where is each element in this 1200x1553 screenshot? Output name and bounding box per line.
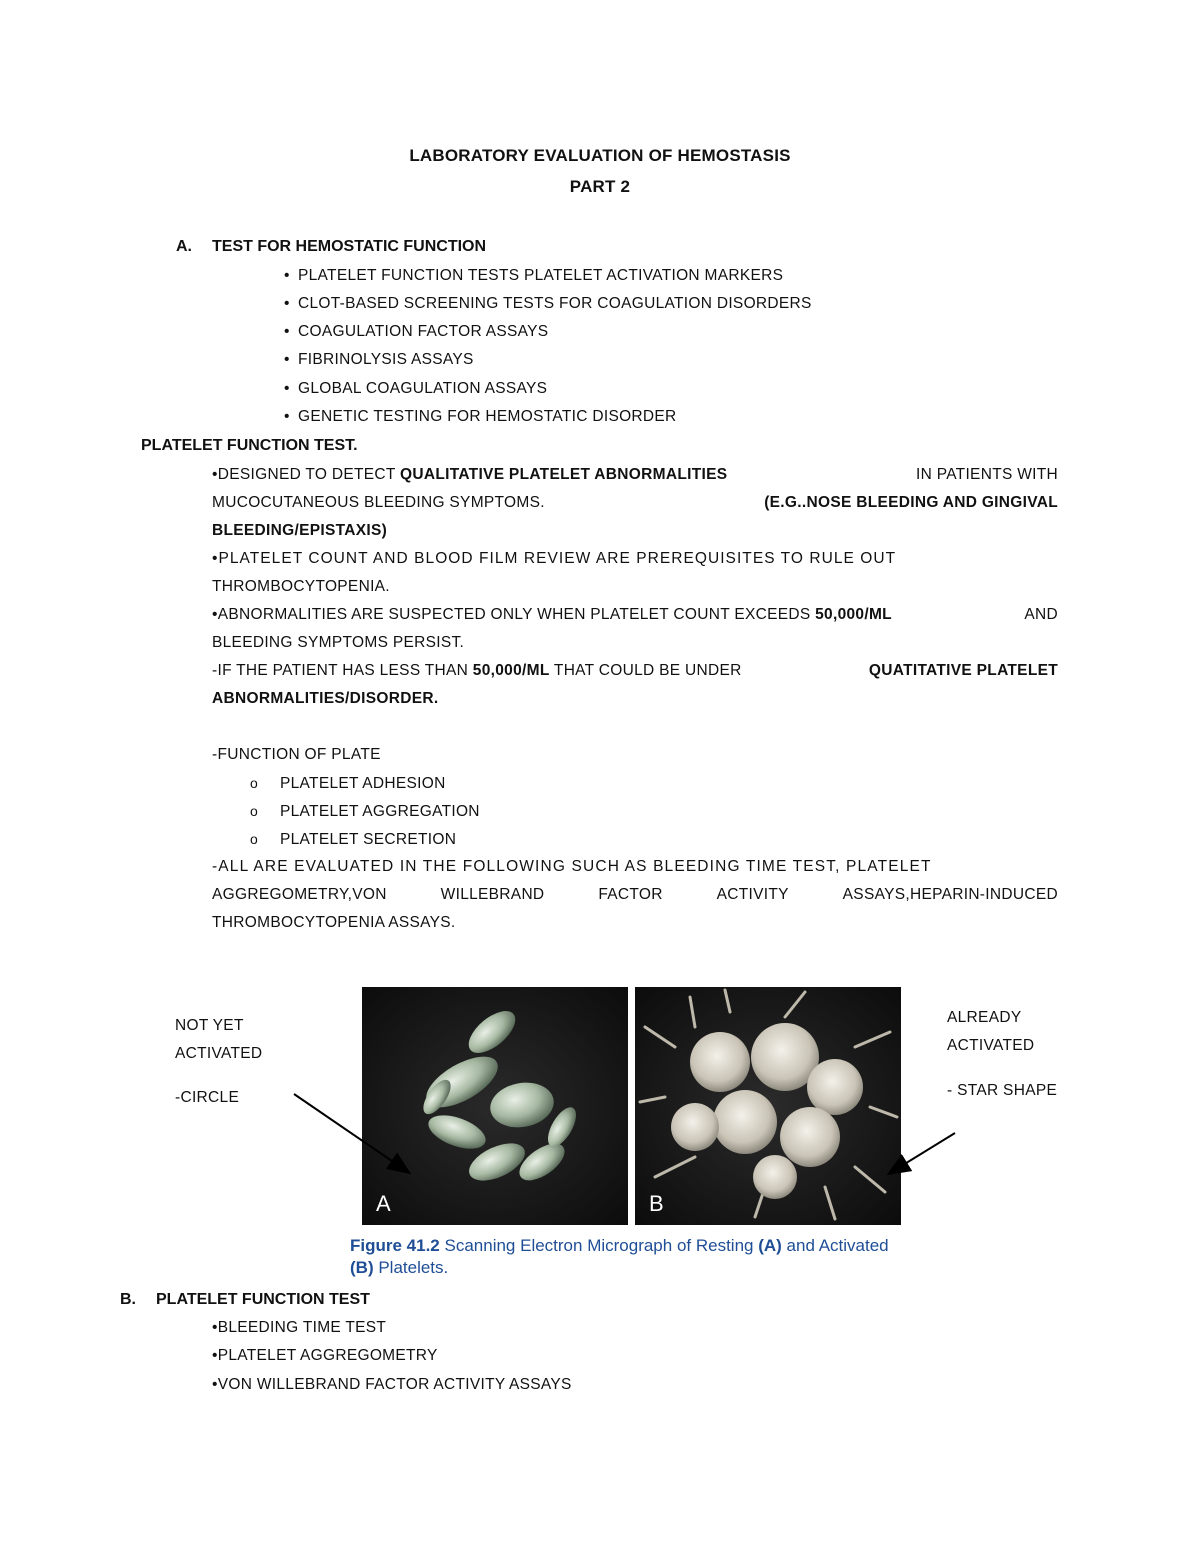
- emphasis-text: ABNORMALITIES/DISORDER.: [212, 690, 439, 707]
- panel-a-letter: A: [376, 1191, 391, 1216]
- text-run: -ALL ARE EVALUATED IN THE FOLLOWING SUCH AS BLEEDING TIME TEST, PLATELET: [212, 858, 932, 875]
- section-b-item: •VON WILLEBRAND FACTOR ACTIVITY ASSAYS: [212, 1376, 572, 1393]
- bullet-icon: •: [284, 295, 290, 312]
- list-item-text: FIBRINOLYSIS ASSAYS: [298, 351, 474, 368]
- emphasis-text: (E.G..NOSE BLEEDING AND GINGIVAL: [764, 494, 1058, 511]
- arrow-to-resting-platelet: [294, 1094, 408, 1172]
- text-run: THAT COULD BE UNDER: [549, 662, 742, 679]
- label-star-shape: - STAR SHAPE: [947, 1082, 1058, 1099]
- label-line: ACTIVATED: [947, 1037, 1035, 1054]
- emphasis-text: 50,000/ML: [815, 606, 892, 623]
- text-run: FACTOR: [598, 886, 663, 903]
- section-a-letter: A.: [176, 238, 192, 255]
- text-run: •PLATELET COUNT AND BLOOD FILM REVIEW ARE PREREQUISITES TO RULE OUT: [212, 550, 897, 567]
- list-item-text: PLATELET SECRETION: [280, 831, 457, 848]
- doc-title: LABORATORY EVALUATION OF HEMOSTASIS: [409, 146, 791, 165]
- caption-figure-number: Figure 41.2: [350, 1236, 440, 1255]
- text-run: IN PATIENTS WITH: [916, 466, 1058, 483]
- emphasis-text: 50,000/ML: [472, 662, 550, 679]
- caption-emphasis: (B): [350, 1258, 374, 1277]
- circle-bullet-icon: o: [250, 803, 259, 819]
- caption-text: Platelets.: [373, 1258, 449, 1277]
- section-b-heading: [120, 1291, 370, 1309]
- section-b-item: •PLATELET AGGREGOMETRY: [212, 1347, 438, 1364]
- text-run: -FUNCTION OF PLATE: [212, 746, 381, 763]
- platelet-test-heading: PLATELET FUNCTION TEST.: [141, 437, 358, 454]
- section-b-letter: B.: [120, 1291, 136, 1308]
- caption-text: and Activated: [781, 1236, 889, 1255]
- bullet-icon: •: [284, 323, 290, 340]
- arrow-to-activated-platelet: [890, 1133, 955, 1173]
- bullet-icon: •: [284, 351, 290, 368]
- text-run: AGGREGOMETRY,VON: [212, 886, 387, 903]
- bullet-icon: •: [284, 408, 290, 425]
- text-run: THROMBOCYTOPENIA.: [212, 578, 390, 595]
- list-item-text: COAGULATION FACTOR ASSAYS: [298, 323, 549, 340]
- label-line: ALREADY: [947, 1009, 1022, 1026]
- caption-text: Scanning Electron Micrograph of Resting: [439, 1236, 759, 1255]
- text-run: AND: [1024, 606, 1058, 623]
- emphasis-text: QUALITATIVE PLATELET ABNORMALITIES: [400, 466, 728, 483]
- list-item-text: GLOBAL COAGULATION ASSAYS: [298, 380, 548, 397]
- text-run: MUCOCUTANEOUS BLEEDING SYMPTOMS.: [212, 494, 545, 511]
- text-run: •ABNORMALITIES ARE SUSPECTED ONLY WHEN PLATELET COUNT EXCEEDS: [212, 606, 816, 623]
- circle-bullet-icon: o: [250, 775, 259, 791]
- label-circle: -CIRCLE: [175, 1089, 240, 1106]
- section-b-title: PLATELET FUNCTION TEST: [156, 1291, 370, 1308]
- circle-bullet-icon: o: [250, 831, 259, 847]
- text-run: THROMBOCYTOPENIA ASSAYS.: [212, 914, 456, 931]
- list-item-text: PLATELET FUNCTION TESTS PLATELET ACTIVATION MARKERS: [298, 267, 784, 284]
- text-run: WILLEBRAND: [440, 886, 545, 903]
- bullet-icon: •: [284, 267, 290, 284]
- section-a-title: TEST FOR HEMOSTATIC FUNCTION: [212, 238, 487, 255]
- text-run: ACTIVITY: [716, 886, 789, 903]
- list-item-text: CLOT-BASED SCREENING TESTS FOR COAGULATION DISORDERS: [298, 295, 812, 312]
- bullet-icon: •: [284, 380, 290, 397]
- emphasis-text: BLEEDING/EPISTAXIS): [212, 522, 388, 539]
- list-item-text: PLATELET AGGREGATION: [280, 803, 480, 820]
- emphasis-text: QUATITATIVE PLATELET: [868, 662, 1058, 679]
- list-item-text: GENETIC TESTING FOR HEMOSTATIC DISORDER: [298, 408, 677, 425]
- section-b-item: •BLEEDING TIME TEST: [212, 1319, 387, 1336]
- text-run: •DESIGNED TO DETECT: [212, 466, 400, 483]
- list-item-text: PLATELET ADHESION: [280, 775, 446, 792]
- panel-b-letter: B: [649, 1191, 664, 1216]
- caption-emphasis: (A): [758, 1236, 782, 1255]
- text-run: BLEEDING SYMPTOMS PERSIST.: [212, 634, 465, 651]
- doc-subtitle: PART 2: [569, 177, 631, 196]
- text-run: -IF THE PATIENT HAS LESS THAN: [212, 662, 473, 679]
- text-run: ASSAYS,HEPARIN-INDUCED: [842, 886, 1058, 903]
- label-line: ACTIVATED: [175, 1045, 263, 1062]
- label-line: NOT YET: [175, 1017, 244, 1034]
